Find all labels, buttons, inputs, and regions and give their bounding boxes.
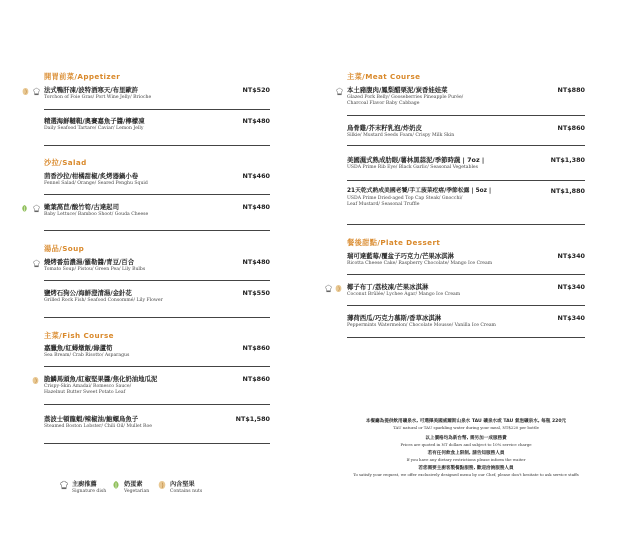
chef-hat-icon [60, 480, 68, 490]
section-title: 主菜/Fish Course [44, 331, 114, 340]
divider [347, 305, 585, 306]
divider [347, 115, 585, 116]
note-en: TAU natural or TAU sparkling water during your meal, NT$220 per bottle [393, 425, 539, 430]
note-dietary [349, 451, 583, 462]
chef-hat-icon [33, 204, 40, 213]
section-title: 主菜/Meat Course [347, 72, 421, 81]
note-en: To satisfy your request, we offer exclusively designed menu by our Chef, please don't hesitate to ask service staffs [353, 472, 579, 477]
meat-section [347, 72, 585, 82]
item-name-zh: 嫩葉萵苣/酸竹筍/古達起司 [44, 203, 119, 211]
salad-section [44, 158, 270, 168]
item-weight: 5oz [475, 188, 487, 194]
item-name-zh-text: 21天乾式熟成美國老饕/手工菠菜疙瘩/季節松露 [347, 188, 470, 194]
item-price: NT$480 [242, 203, 270, 211]
menu-item [44, 172, 270, 187]
item-name-zh: 本土豬腹肉/鳳梨醋栗泥/炭香娃娃菜 [347, 86, 448, 94]
soup-section [44, 244, 270, 254]
chef-hat-icon [325, 284, 332, 293]
legend-nuts [158, 479, 202, 494]
item-name-zh: 精選海鮮韃靼/奧賽嘉魚子醬/檸檬凍 [44, 117, 145, 125]
item-name-en: Crispy-Skin Amadai/ Romesco Sauce/ Hazelnut Butter Sweet Potato Leaf [44, 384, 132, 395]
item-name-en: Silkie/ Mustard Seeds Foam/ Crispy Milk Skin [347, 133, 455, 138]
appetizer-section [44, 72, 270, 82]
item-name-en: Glazed Pork Belly/ Gooseberries Pineapple Purée/ Charcoal Flavor Baby Cabbage [347, 95, 464, 106]
item-name-en: Torchon of Foie Gras/ Port Wine Jelly/ Brioche [44, 95, 152, 100]
item-price: NT$550 [242, 289, 270, 297]
item-price: NT$1,580 [235, 415, 270, 423]
note-zh: 若您需要主廚客製餐點服務, 歡迎洽詢服務人員 [418, 466, 514, 471]
fish-section [44, 331, 270, 341]
item-name-zh: 21天乾式熟成美國老饕/手工菠菜疙瘩/季節松露 | 5oz | [347, 188, 492, 194]
note-custom-menu [349, 466, 583, 477]
note-en: Prices are quoted in NT dollars and subject to 10% service charge [400, 442, 532, 447]
item-name-en: Sea Bream/ Crab Risotto/ Asparagus [44, 353, 130, 358]
note-zh: 以上價格均為新台幣, 需另加一成服務費 [425, 436, 507, 441]
note-zh: 本餐廳為提供飲用礦泉水, 可選擇美國威爾斯山泉水 TAU 礦泉水或 TAU 氣泡礦泉水, 每瓶 220元 [365, 419, 567, 424]
divider [44, 404, 270, 405]
note-prices [349, 436, 583, 447]
note-zh: 若有任何飲食上限制, 請告知服務人員 [427, 451, 505, 456]
nut-icon [22, 87, 29, 96]
menu-item [44, 344, 270, 359]
item-price: NT$480 [242, 258, 270, 266]
divider [44, 145, 270, 146]
menu-item [347, 283, 585, 298]
menu-item [44, 86, 270, 101]
section-title: 湯品/Soup [44, 244, 85, 253]
icon-legend [60, 479, 260, 501]
menu-item [44, 415, 270, 430]
menu-item [44, 375, 270, 396]
divider [347, 274, 585, 275]
divider [44, 280, 270, 281]
menu-item [347, 314, 585, 329]
item-name-en: Tomato Soup/ Pistou/ Green Pea/ Lily Bulbs [44, 267, 146, 272]
item-name-en: Ricotta Cheese Cake/ Raspberry Chocolate/ Mango Ice Cream [347, 261, 493, 266]
item-name-zh: 法式鴨肝凍/波特酒寒天/布里歐許 [44, 86, 139, 94]
menu-item [44, 203, 270, 218]
divider [44, 317, 270, 318]
item-price: NT$860 [242, 344, 270, 352]
item-name-en: Steamed Boston Lobster/ Chili Oil/ Mullet Roe [44, 424, 152, 429]
legend-label-zh: 主廚推薦 [72, 481, 97, 488]
divider [347, 224, 585, 225]
item-name-en: Peppermints Watermelon/ Chocolate Mousse/ Vanilla Ice Cream [347, 323, 496, 328]
item-name-zh: 嘉臘魚/紅蟳燉飯/綠蘆筍 [44, 344, 113, 352]
divider [347, 337, 585, 338]
nut-icon [158, 480, 166, 490]
item-name-en: USDA Prime Rib Eye/ Black Garlic/ Seasonal Vegetables [347, 165, 478, 170]
item-name-en: Grilled Rock Fish/ Seafood Consommé/ Lily Flower [44, 298, 163, 303]
menu-item [347, 156, 585, 171]
item-name-en: Daily Seafood Tartare/ Caviar/ Lemon Jelly [44, 126, 144, 131]
item-name-en: USDA Prime Dried-aged Top Cap Steak/ Gnocchi/ Leaf Mustard/ Seasonal Truffle [347, 196, 463, 207]
item-name-zh: 蒸波士頓龍蝦/辣椒油/鮑螺烏魚子 [44, 415, 139, 423]
legend-label-zh: 奶蛋素 [124, 481, 143, 488]
menu-item [347, 252, 585, 267]
item-name-zh: 燒烤番茄濃湯/羅勒醬/青豆/百合 [44, 258, 135, 266]
item-price: NT$860 [557, 124, 585, 132]
item-price: NT$880 [557, 86, 585, 94]
menu-item [347, 124, 585, 139]
menu-item [44, 258, 270, 273]
item-name-zh: 瑞可達藍莓/覆盆子巧克力/芒果冰淇淋 [347, 252, 454, 260]
menu-item [347, 187, 585, 208]
item-name-zh: 鹽烤石狗公/海鮮澄清湯/金針花 [44, 289, 132, 297]
legend-label-en: Vegetarian [124, 489, 150, 494]
item-price: NT$340 [557, 283, 585, 291]
leaf-icon [21, 204, 28, 213]
menu-notes [349, 419, 583, 481]
nut-icon [335, 284, 342, 293]
divider [347, 145, 585, 146]
item-name-zh: 美國濕式熟成肋眼/薯林黑蒜泥/季節時蔬 | 7oz | [347, 156, 485, 164]
section-title: 沙拉/Salad [44, 158, 87, 167]
legend-label-zh: 內含堅果 [170, 481, 195, 488]
note-water [349, 419, 583, 430]
section-title: 餐後甜點/Plate Dessert [347, 238, 441, 247]
divider [44, 443, 270, 444]
item-name-zh: 薄荷西瓜/巧克力慕斯/香草冰淇淋 [347, 314, 442, 322]
item-price: NT$1,880 [550, 187, 585, 195]
item-price: NT$860 [242, 375, 270, 383]
item-price: NT$460 [242, 172, 270, 180]
dessert-section [347, 238, 585, 248]
chef-hat-icon [336, 87, 343, 96]
item-name-zh: 脆鱗馬頭魚/紅椒堅果醬/焦化奶油地瓜泥 [44, 375, 158, 383]
item-price: NT$520 [242, 86, 270, 94]
item-name-en: Coconut Brûlée/ Lychee Agar/ Mango Ice Cream [347, 292, 461, 297]
leaf-icon [112, 480, 120, 490]
menu-item [44, 289, 270, 304]
item-name-zh: 椰子布丁/荔枝凍/芒果冰淇淋 [347, 283, 429, 291]
item-name-en: Baby Lettuce/ Bamboo Shoot/ Gouda Cheese [44, 212, 149, 217]
menu-item [347, 86, 585, 107]
legend-vegetarian [112, 479, 149, 494]
legend-label-en: Contains nuts [170, 489, 203, 494]
chef-hat-icon [33, 259, 40, 268]
menu-item [44, 117, 270, 132]
divider [44, 230, 270, 231]
divider [44, 109, 270, 110]
legend-signature [60, 479, 106, 494]
chef-hat-icon [33, 87, 40, 96]
section-title: 開胃前菜/Appetizer [44, 72, 121, 81]
item-name-zh-text: 美國濕式熟成肋眼/薯林黑蒜泥/季節時蔬 [347, 156, 461, 164]
note-en: If you have any dietary restrictions please inform the waiter [406, 457, 526, 462]
item-price: NT$1,380 [550, 156, 585, 164]
item-name-en: Fennel Salad/ Orange/ Seared Penghu Squid [44, 181, 148, 186]
item-price: NT$340 [557, 314, 585, 322]
item-name-zh: 烏骨雞/芥末籽乳泡/炸奶皮 [347, 124, 422, 132]
item-price: NT$480 [242, 117, 270, 125]
legend-label-en: Signature dish [72, 489, 107, 494]
item-price: NT$340 [557, 252, 585, 260]
divider [347, 180, 585, 181]
divider [44, 194, 270, 195]
item-weight: 7oz [467, 156, 480, 164]
nut-icon [32, 376, 39, 385]
item-name-zh: 茴香沙拉/柑橘甜椒/炙烤器鍋小卷 [44, 172, 139, 180]
divider [44, 366, 270, 367]
